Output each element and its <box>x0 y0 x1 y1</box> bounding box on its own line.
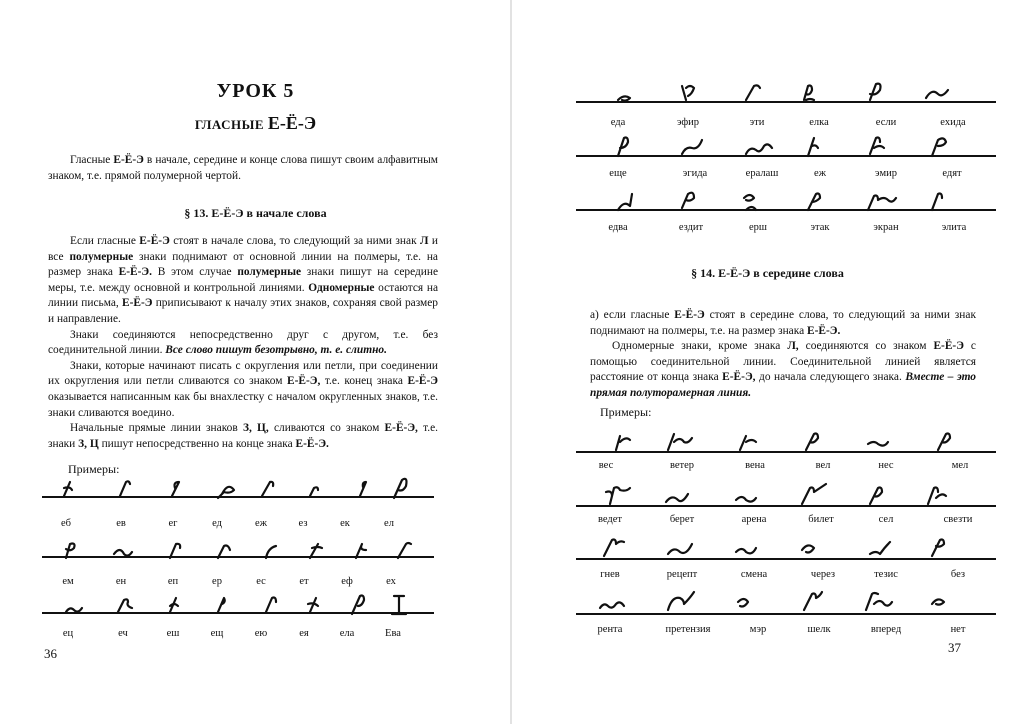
shorthand-strokes <box>42 478 434 500</box>
section-14-text: а) если гласные Е-Ё-Э стоят в середине слова, то следующий за ними знак поднимают на полмеры, т.е. на размер знака Е-Ё-Э. Одномерные знаки, кроме знака Л, соединяются со знаком Е-Ё-Э с помощью соединительной линии. Соединительной линией является расстояние от конца знака Е-Ё-Э, до начала следующего знака. Вместе – это прямая полуторамерная линия. <box>590 309 976 399</box>
example-word: еж <box>814 168 826 179</box>
shorthand-strokes <box>576 428 996 454</box>
example-word: гнев <box>600 569 620 580</box>
example-word: еч <box>118 628 128 639</box>
example-word: еж <box>255 518 267 529</box>
example-word: ерш <box>749 222 767 233</box>
example-word: еще <box>609 168 627 179</box>
section-14-heading: § 14. Е-Ё-Э в середине слова <box>691 266 844 280</box>
example-word: нес <box>878 460 894 471</box>
example-word: билет <box>808 514 834 525</box>
example-word: эфир <box>676 117 700 128</box>
example-word: ен <box>115 576 127 587</box>
lesson-title: УРОК 5 <box>216 80 295 102</box>
example-word: елка <box>809 117 829 128</box>
example-word: ек <box>340 518 350 529</box>
example-word: ех <box>386 576 396 587</box>
right-page <box>512 0 1023 724</box>
example-word: претензия <box>665 624 711 635</box>
subtitle-big: Е-Ё-Э <box>267 113 317 133</box>
example-word: ел <box>384 518 394 529</box>
example-word: Ева <box>385 628 401 639</box>
example-word: ветер <box>669 460 695 471</box>
example-word: если <box>875 117 897 128</box>
shorthand-strokes <box>42 540 434 562</box>
example-word: мел <box>951 460 969 471</box>
example-word: шелк <box>807 624 831 635</box>
example-word: ела <box>339 628 355 639</box>
example-word: ехида <box>940 117 966 128</box>
example-word: арена <box>741 514 767 525</box>
example-word: эгида <box>682 168 708 179</box>
page-number-left: 36 <box>44 646 57 661</box>
section-13-text: Если гласные Е-Ё-Э стоят в начале слова, то следующий за ними знак Л и все полумерные знаки поднимают от основной линии на полмеры, т.е. на размер знака Е-Ё-Э. В этом случае полумерные знаки пишут на середине меры, т.е. между основной и контрольной линиями. Одномерные остаются на линии письма, Е-Ё-Э приписывают к началу этих знаков, сохраняя свой размер и направление. Знаки соединяются непосредственно друг с другом, т.е. без соединительной линии. Все слово пишут безотрывно, т. е. слитно. Знаки, которые начинают писать с округления или петли, при соединении их округления или петли сливаются со знаком Е-Ё-Э, т.е. конец знака Е-Ё-Э оказывается написанным как бы внахлестку с началом округленных знаков, т.е. знаки сливаются воедино. Начальные прямые линии знаков З, Ц, сливаются со знаком Е-Ё-Э, т.е. знаки З, Ц пишут непосредственно на конце знака Е-Ё-Э. <box>48 235 439 450</box>
intro-paragraph: Гласные Е-Ё-Э в начале, середине и конце слова пишут своим алфавитным знаком, т.е. прямой полумерной чертой. <box>48 154 438 182</box>
example-word: еш <box>166 628 180 639</box>
example-word: еб <box>60 518 71 529</box>
example-word: ею <box>254 628 268 639</box>
example-word: еда <box>610 117 626 128</box>
page-number-right: 37 <box>948 640 961 655</box>
example-word: вена <box>745 460 765 471</box>
example-word: ец <box>62 628 74 639</box>
example-word: ев <box>116 518 126 529</box>
lesson-subtitle <box>0 113 511 134</box>
example-word: едва <box>608 222 628 233</box>
example-word: эти <box>749 117 765 128</box>
example-word: сел <box>878 514 894 525</box>
example-word: ведет <box>597 514 622 525</box>
subtitle-small: ГЛАСНЫЕ <box>194 117 265 132</box>
example-word: ес <box>256 576 266 587</box>
left-page <box>0 0 511 724</box>
examples-label-left: Примеры: <box>68 462 120 476</box>
shorthand-strokes <box>576 482 996 508</box>
example-word: ея <box>299 628 309 639</box>
example-word: ег <box>168 518 178 529</box>
example-word: ер <box>212 576 222 587</box>
example-word: без <box>950 569 966 580</box>
example-word: вел <box>815 460 831 471</box>
example-word: этак <box>810 222 830 233</box>
example-word: мэр <box>749 624 767 635</box>
shorthand-strokes <box>576 188 996 214</box>
example-word: тезис <box>874 569 898 580</box>
example-word: ед <box>212 518 222 529</box>
example-word: рецепт <box>666 569 698 580</box>
example-word: вес <box>598 460 614 471</box>
section-13-heading: § 13. Е-Ё-Э в начале слова <box>184 206 327 220</box>
example-word: экран <box>873 222 899 233</box>
example-word: элита <box>941 222 967 233</box>
example-word: через <box>810 569 836 580</box>
example-word: берет <box>669 514 695 525</box>
shorthand-strokes <box>576 80 996 106</box>
shorthand-strokes <box>576 534 996 560</box>
example-word: вперед <box>870 624 902 635</box>
example-word: ералаш <box>745 168 779 179</box>
example-word: ез <box>298 518 308 529</box>
example-word: ездит <box>678 222 704 233</box>
shorthand-strokes <box>576 588 996 616</box>
example-word: еп <box>167 576 179 587</box>
example-word: рента <box>597 624 623 635</box>
example-word: эмир <box>875 168 897 179</box>
example-word: смена <box>740 569 768 580</box>
example-word: свезти <box>943 514 973 525</box>
example-word: едят <box>942 168 962 179</box>
shorthand-strokes <box>576 134 996 160</box>
examples-label-right: Примеры: <box>600 405 652 419</box>
example-word: еф <box>341 576 353 587</box>
example-word: нет <box>950 624 966 635</box>
example-word: ещ <box>210 628 224 639</box>
shorthand-strokes <box>42 594 434 618</box>
example-word: ем <box>62 576 74 587</box>
example-word: ет <box>299 576 309 587</box>
